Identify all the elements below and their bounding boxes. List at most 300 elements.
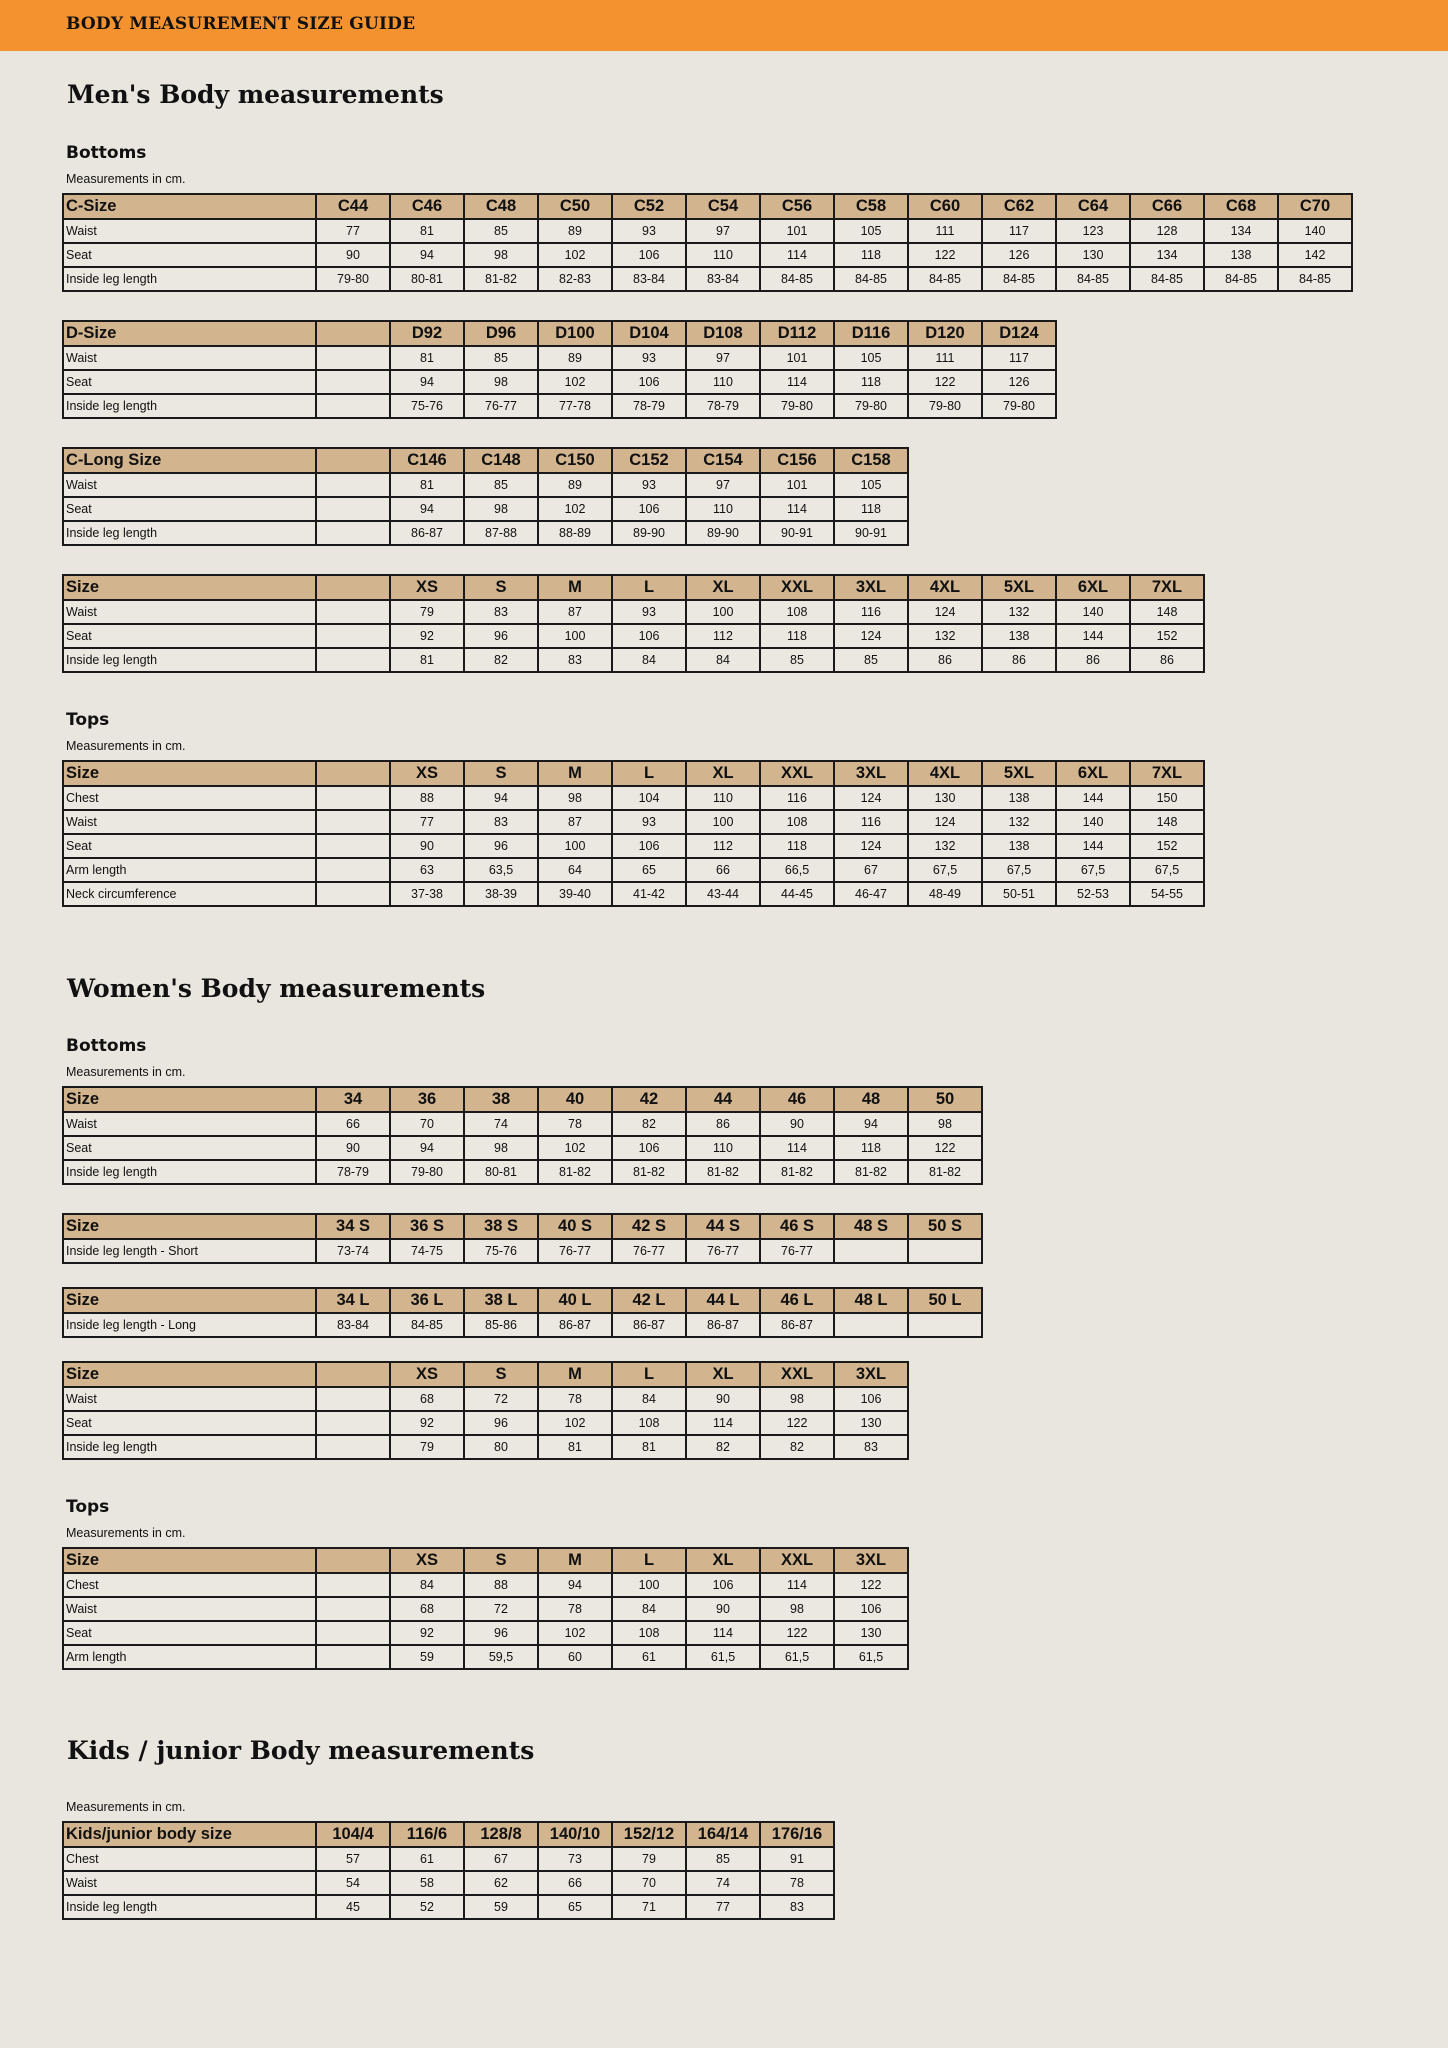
size-header-cell: 6XL [1056,575,1130,600]
women-bottoms-letter-size-table [62,1361,909,1460]
size-header-cell: S [464,1362,538,1387]
measurement-cell: 81 [612,1435,686,1459]
row-label-cell: Inside leg length [63,521,316,545]
measurement-cell: 106 [834,1597,908,1621]
measurement-cell: 59 [464,1895,538,1919]
blank-cell [316,1435,390,1459]
size-header-cell: D112 [760,321,834,346]
measurement-cell: 84-85 [982,267,1056,291]
measurement-cell: 84-85 [1278,267,1352,291]
size-header-cell: 4XL [908,761,982,786]
size-header-cell: 44 L [686,1288,760,1313]
measurement-cell: 76-77 [538,1239,612,1263]
measurement-cell: 98 [464,243,538,267]
blank-cell [316,473,390,497]
measurement-cell: 98 [464,497,538,521]
table-title-cell: Size [63,761,316,786]
women-section-title: Women's Body measurements [67,974,486,1003]
measurement-cell: 130 [834,1621,908,1645]
measurement-cell: 96 [464,834,538,858]
size-header-cell: 36 [390,1087,464,1112]
table-row [63,1239,982,1263]
measurement-cell: 152 [1130,624,1204,648]
size-header-cell: XXL [760,1548,834,1573]
measurement-cell: 100 [538,834,612,858]
measurement-cell: 81 [390,473,464,497]
table-header-row [63,194,1352,219]
measurement-cell: 106 [686,1573,760,1597]
row-label-cell: Waist [63,1871,316,1895]
size-header-cell: 46 L [760,1288,834,1313]
measurement-cell: 92 [390,624,464,648]
measurement-cell: 114 [760,370,834,394]
measurement-cell: 114 [760,1573,834,1597]
measurement-cell: 106 [612,243,686,267]
measurement-cell: 140 [1056,600,1130,624]
measurement-cell: 93 [612,219,686,243]
measurement-cell: 64 [538,858,612,882]
size-header-cell: C148 [464,448,538,473]
row-label-cell: Waist [63,1387,316,1411]
row-label-cell: Waist [63,346,316,370]
size-header-cell: D96 [464,321,538,346]
row-label-cell: Inside leg length - Long [63,1313,316,1337]
size-header-cell: 44 [686,1087,760,1112]
measurement-cell: 122 [760,1411,834,1435]
measurement-cell: 87 [538,810,612,834]
size-header-cell: 7XL [1130,761,1204,786]
size-header-cell: 4XL [908,575,982,600]
table-title-cell: C-Long Size [63,448,316,473]
measurement-cell: 118 [760,624,834,648]
size-header-cell: S [464,575,538,600]
size-header-cell: 116/6 [390,1822,464,1847]
size-header-cell: L [612,761,686,786]
measurement-cell: 67,5 [1056,858,1130,882]
women-bottoms-short-table [62,1213,983,1264]
measurement-cell: 59 [390,1645,464,1669]
size-header-cell: 50 [908,1087,982,1112]
row-label-cell: Inside leg length - Short [63,1239,316,1263]
top-banner [0,0,1448,51]
measurement-cell: 86-87 [686,1313,760,1337]
measurement-cell: 105 [834,473,908,497]
measurement-cell: 152 [1130,834,1204,858]
blank-cell [316,761,390,786]
size-header-cell: 50 S [908,1214,982,1239]
measurement-cell: 68 [390,1597,464,1621]
table-row [63,473,908,497]
row-label-cell: Neck circumference [63,882,316,906]
measurement-cell: 96 [464,624,538,648]
measurement-cell: 126 [982,370,1056,394]
measurement-cell: 84-85 [760,267,834,291]
row-label-cell: Chest [63,1847,316,1871]
table-header-row [63,761,1204,786]
size-header-cell: C70 [1278,194,1352,219]
measurement-cell: 61,5 [760,1645,834,1669]
men-section-title: Men's Body measurements [67,80,444,109]
measurement-cell: 59,5 [464,1645,538,1669]
size-header-cell: XXL [760,575,834,600]
measurement-cell: 90 [686,1387,760,1411]
measurement-cell: 76-77 [612,1239,686,1263]
measurement-cell: 70 [612,1871,686,1895]
measurement-cell: 101 [760,473,834,497]
size-header-cell: L [612,575,686,600]
measurement-cell: 98 [908,1112,982,1136]
kids-note: Measurements in cm. [66,1800,186,1814]
women-tops-note: Measurements in cm. [66,1526,186,1540]
measurement-cell: 85 [834,648,908,672]
measurement-cell: 82 [686,1435,760,1459]
blank-cell [316,1362,390,1387]
size-header-cell: XXL [760,1362,834,1387]
row-label-cell: Inside leg length [63,1435,316,1459]
table-row [63,1313,982,1337]
row-label-cell: Waist [63,810,316,834]
row-label-cell: Seat [63,624,316,648]
measurement-cell: 77-78 [538,394,612,418]
measurement-cell: 130 [834,1411,908,1435]
row-label-cell: Chest [63,786,316,810]
table-row [63,600,1204,624]
measurement-cell: 84-85 [1204,267,1278,291]
blank-cell [316,882,390,906]
measurement-cell: 83-84 [316,1313,390,1337]
women-bottoms-long-table [62,1287,983,1338]
measurement-cell: 102 [538,1621,612,1645]
measurement-cell: 43-44 [686,882,760,906]
measurement-cell: 98 [464,1136,538,1160]
table-header-row [63,1214,982,1239]
measurement-cell: 44-45 [760,882,834,906]
blank-cell [316,370,390,394]
table-row [63,267,1352,291]
measurement-cell: 106 [834,1387,908,1411]
measurement-cell: 108 [612,1411,686,1435]
size-header-cell: 48 [834,1087,908,1112]
page-title: BODY MEASUREMENT SIZE GUIDE [66,14,416,34]
size-header-cell: L [612,1362,686,1387]
measurement-cell: 84-85 [1056,267,1130,291]
measurement-cell: 81-82 [834,1160,908,1184]
table-row [63,1645,908,1669]
row-label-cell: Waist [63,1597,316,1621]
table-header-row [63,1548,908,1573]
measurement-cell: 124 [908,810,982,834]
measurement-cell: 126 [982,243,1056,267]
measurement-cell: 46-47 [834,882,908,906]
measurement-cell: 82 [760,1435,834,1459]
kids-section-title: Kids / junior Body measurements [67,1736,535,1765]
measurement-cell: 106 [612,624,686,648]
size-header-cell: XS [390,1548,464,1573]
measurement-cell: 87 [538,600,612,624]
measurement-cell: 83 [538,648,612,672]
measurement-cell: 79-80 [316,267,390,291]
size-header-cell: C66 [1130,194,1204,219]
size-header-cell: 48 S [834,1214,908,1239]
measurement-cell: 98 [760,1597,834,1621]
measurement-cell: 94 [390,1136,464,1160]
measurement-cell: 102 [538,497,612,521]
measurement-cell: 144 [1056,786,1130,810]
measurement-cell: 110 [686,1136,760,1160]
size-header-cell: XS [390,1362,464,1387]
measurement-cell: 79 [390,600,464,624]
measurement-cell: 38-39 [464,882,538,906]
measurement-cell: 84-85 [1130,267,1204,291]
size-header-cell: 104/4 [316,1822,390,1847]
size-header-cell: 5XL [982,761,1056,786]
measurement-cell: 130 [1056,243,1130,267]
table-row [63,1621,908,1645]
measurement-cell: 79 [612,1847,686,1871]
measurement-cell: 82 [464,648,538,672]
measurement-cell: 86 [686,1112,760,1136]
table-row [63,1435,908,1459]
measurement-cell: 78 [538,1387,612,1411]
measurement-cell: 122 [908,1136,982,1160]
size-header-cell: C64 [1056,194,1130,219]
blank-cell [316,1597,390,1621]
measurement-cell: 108 [760,600,834,624]
measurement-cell: 97 [686,346,760,370]
table-header-row [63,448,908,473]
measurement-cell: 102 [538,243,612,267]
measurement-cell: 80-81 [464,1160,538,1184]
measurement-cell: 112 [686,624,760,648]
blank-cell [316,394,390,418]
women-bottoms-note: Measurements in cm. [66,1065,186,1079]
measurement-cell: 104 [612,786,686,810]
table-row [63,858,1204,882]
table-row [63,219,1352,243]
measurement-cell: 72 [464,1387,538,1411]
measurement-cell: 123 [1056,219,1130,243]
measurement-cell: 100 [612,1573,686,1597]
measurement-cell: 93 [612,473,686,497]
measurement-cell: 112 [686,834,760,858]
measurement-cell: 140 [1278,219,1352,243]
men-bottoms-heading: Bottoms [66,143,147,163]
table-title-cell: Size [63,575,316,600]
measurement-cell: 76-77 [464,394,538,418]
measurement-cell: 68 [390,1387,464,1411]
size-header-cell: 34 S [316,1214,390,1239]
measurement-cell: 106 [612,834,686,858]
table-row [63,786,1204,810]
measurement-cell: 89 [538,346,612,370]
table-title-cell: Size [63,1288,316,1313]
blank-cell [316,1411,390,1435]
measurement-cell: 90 [316,243,390,267]
measurement-cell: 83 [464,600,538,624]
table-header-row [63,1288,982,1313]
size-header-cell: C146 [390,448,464,473]
measurement-cell: 111 [908,219,982,243]
measurement-cell [834,1239,908,1263]
blank-cell [316,600,390,624]
kids-size-table [62,1821,835,1920]
blank-cell [316,346,390,370]
size-header-cell: 36 S [390,1214,464,1239]
size-header-cell: XL [686,1362,760,1387]
table-header-row [63,321,1056,346]
measurement-cell: 86-87 [390,521,464,545]
measurement-cell: 118 [834,370,908,394]
size-header-cell: 44 S [686,1214,760,1239]
table-row [63,1597,908,1621]
table-header-row [63,1822,834,1847]
size-header-cell: 34 [316,1087,390,1112]
measurement-cell: 81-82 [464,267,538,291]
size-header-cell: 46 [760,1087,834,1112]
measurement-cell: 102 [538,1136,612,1160]
size-header-cell: 48 L [834,1288,908,1313]
measurement-cell: 86 [908,648,982,672]
measurement-cell: 117 [982,346,1056,370]
measurement-cell: 79-80 [982,394,1056,418]
men-tops-size-table [62,760,1205,907]
measurement-cell: 58 [390,1871,464,1895]
measurement-cell: 114 [760,243,834,267]
table-title-cell: Size [63,1214,316,1239]
measurement-cell: 85 [760,648,834,672]
size-header-cell: C150 [538,448,612,473]
measurement-cell: 84 [612,1597,686,1621]
measurement-cell: 94 [390,243,464,267]
measurement-cell: 89-90 [612,521,686,545]
size-header-cell: C46 [390,194,464,219]
size-header-cell: 140/10 [538,1822,612,1847]
blank-cell [316,1548,390,1573]
measurement-cell [908,1313,982,1337]
measurement-cell: 79-80 [908,394,982,418]
measurement-cell: 93 [612,346,686,370]
measurement-cell: 84 [612,1387,686,1411]
size-header-cell: C60 [908,194,982,219]
measurement-cell: 83 [834,1435,908,1459]
blank-cell [316,575,390,600]
measurement-cell: 90-91 [834,521,908,545]
row-label-cell: Waist [63,219,316,243]
table-header-row [63,575,1204,600]
row-label-cell: Seat [63,1136,316,1160]
measurement-cell: 63 [390,858,464,882]
size-header-cell: 46 S [760,1214,834,1239]
measurement-cell: 39-40 [538,882,612,906]
women-tops-size-table [62,1547,909,1670]
measurement-cell: 122 [908,243,982,267]
measurement-cell: 62 [464,1871,538,1895]
measurement-cell: 134 [1130,243,1204,267]
size-header-cell: C44 [316,194,390,219]
size-header-cell: C68 [1204,194,1278,219]
measurement-cell: 75-76 [464,1239,538,1263]
measurement-cell: 97 [686,473,760,497]
measurement-cell: 90 [760,1112,834,1136]
row-label-cell: Inside leg length [63,648,316,672]
measurement-cell: 81-82 [686,1160,760,1184]
measurement-cell: 86-87 [760,1313,834,1337]
measurement-cell: 144 [1056,834,1130,858]
men-bottoms-note: Measurements in cm. [66,172,186,186]
size-header-cell: D124 [982,321,1056,346]
measurement-cell: 124 [834,786,908,810]
measurement-cell: 118 [834,1136,908,1160]
measurement-cell: 79-80 [760,394,834,418]
measurement-cell: 142 [1278,243,1352,267]
measurement-cell: 79 [390,1435,464,1459]
measurement-cell: 48-49 [908,882,982,906]
measurement-cell: 61 [612,1645,686,1669]
measurement-cell: 77 [316,219,390,243]
table-row [63,243,1352,267]
measurement-cell: 122 [834,1573,908,1597]
measurement-cell: 138 [982,786,1056,810]
measurement-cell: 81-82 [612,1160,686,1184]
blank-cell [316,321,390,346]
measurement-cell: 89 [538,473,612,497]
size-header-cell: L [612,1548,686,1573]
size-header-cell: C54 [686,194,760,219]
measurement-cell: 81 [390,648,464,672]
measurement-cell: 114 [760,1136,834,1160]
measurement-cell: 45 [316,1895,390,1919]
blank-cell [316,810,390,834]
measurement-cell: 84 [686,648,760,672]
row-label-cell: Chest [63,1573,316,1597]
measurement-cell: 84-85 [908,267,982,291]
size-header-cell: C158 [834,448,908,473]
measurement-cell: 70 [390,1112,464,1136]
measurement-cell: 86 [1056,648,1130,672]
table-row [63,521,908,545]
size-header-cell: C48 [464,194,538,219]
measurement-cell: 66 [538,1871,612,1895]
table-row [63,810,1204,834]
measurement-cell: 92 [390,1621,464,1645]
table-header-row [63,1362,908,1387]
measurement-cell: 90 [316,1136,390,1160]
measurement-cell: 88 [390,786,464,810]
table-title-cell: Size [63,1548,316,1573]
size-header-cell: C58 [834,194,908,219]
table-header-row [63,1087,982,1112]
table-row [63,882,1204,906]
measurement-cell: 106 [612,497,686,521]
size-header-cell: XL [686,575,760,600]
measurement-cell: 57 [316,1847,390,1871]
row-label-cell: Seat [63,370,316,394]
size-header-cell: M [538,1548,612,1573]
table-row [63,1871,834,1895]
measurement-cell: 98 [538,786,612,810]
measurement-cell: 41-42 [612,882,686,906]
men-tops-note: Measurements in cm. [66,739,186,753]
size-header-cell: 38 L [464,1288,538,1313]
table-row [63,1136,982,1160]
measurement-cell: 94 [538,1573,612,1597]
blank-cell [316,834,390,858]
table-row [63,1847,834,1871]
table-row [63,1573,908,1597]
measurement-cell: 93 [612,810,686,834]
measurement-cell: 97 [686,219,760,243]
measurement-cell: 140 [1056,810,1130,834]
